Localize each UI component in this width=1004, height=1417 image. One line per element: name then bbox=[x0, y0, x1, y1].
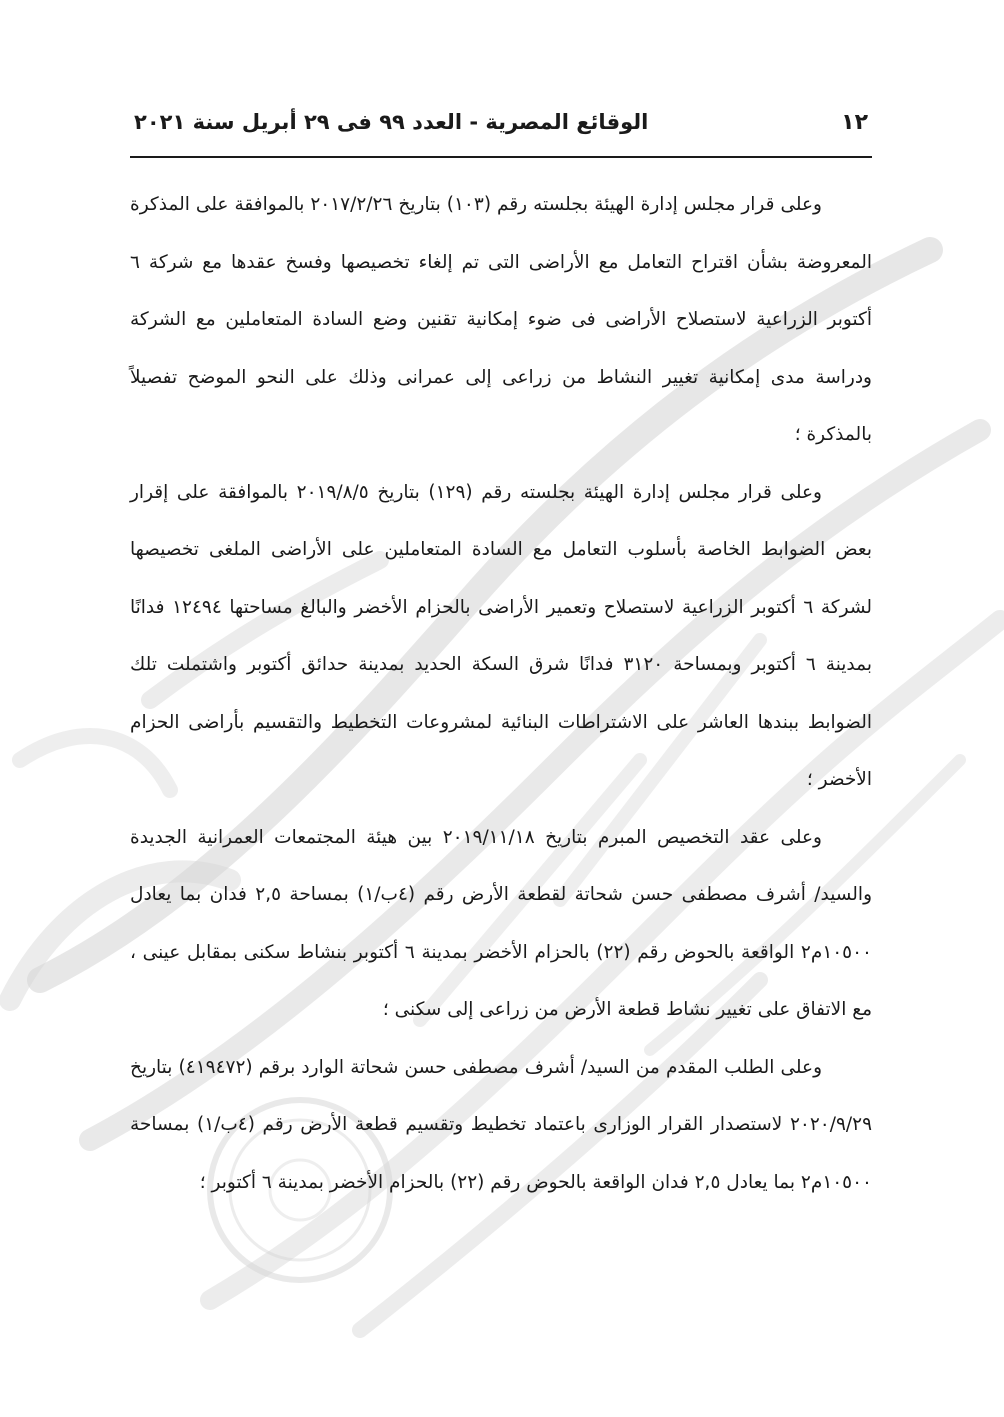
document-page bbox=[130, 110, 872, 1211]
header-title: الوقائع المصرية - العدد ٩٩ فى ٢٩ أبريل سنة ٢٠٢١ bbox=[134, 110, 649, 134]
paragraph-board-decision-129: وعلى قرار مجلس إدارة الهيئة بجلسته رقم (١٢٩) بتاريخ ٢٠١٩/٨/٥ بالموافقة على إقرار بعض الضوابط الخاصة بأسلوب التعامل مع السادة المتعاملين على الأراضى الملغى تخصيصها لشركة ٦ أكتوبر الزراعية لاستصلاح وتعمير الأراضى بالحزام الأخضر والبالغ مساحتها ١٢٤٩٤ فدانًا بمدينة ٦ أكتوبر وبمساحة ٣١٢٠ فدانًا شرق السكة الحديد بمدينة حدائق أكتوبر واشتملت تلك الضوابط ببندها العاشر على الاشتراطات البنائية لمشروعات التخطيط والتقسيم بأراضى الحزام الأخضر ؛ bbox=[130, 481, 872, 790]
paragraph-request: وعلى الطلب المقدم من السيد/ أشرف مصطفى حسن شحاتة الوارد برقم (٤١٩٤٧٢) بتاريخ ٢٠٢٠/٩/٢٩ لاستصدار القرار الوزارى باعتماد تخطيط وتقسيم قطعة الأرض رقم (٤ب/١) بمساحة ١٠٥٠٠م٢ بما يعادل ٢,٥ فدان الواقعة بالحوض رقم (٢٢) بالحزام الأخضر بمدينة ٦ أكتوبر ؛ bbox=[130, 1056, 873, 1193]
page-header bbox=[130, 110, 872, 158]
document-body bbox=[130, 176, 872, 1211]
paragraph-allocation-contract: وعلى عقد التخصيص المبرم بتاريخ ٢٠١٩/١١/١٨ بين هيئة المجتمعات العمرانية الجديدة والسيد/ أشرف مصطفى حسن شحاتة لقطعة الأرض رقم (٤ب/١) بمساحة ٢,٥ فدان بما يعادل ١٠٥٠٠م٢ الواقعة بالحوض رقم (٢٢) بالحزام الأخضر بمدينة ٦ أكتوبر بنشاط سكنى بمقابل عينى ، مع الاتفاق على تغيير نشاط قطعة الأرض من زراعى إلى سكنى ؛ bbox=[130, 826, 872, 1020]
paragraph-board-decision-103: وعلى قرار مجلس إدارة الهيئة بجلسته رقم (١٠٣) بتاريخ ٢٠١٧/٢/٢٦ بالموافقة على المذكرة المعروضة بشأن اقتراح التعامل مع الأراضى التى تم إلغاء تخصيصها وفسخ عقدها مع شركة ٦ أكتوبر الزراعية لاستصلاح الأراضى فى ضوء إمكانية تقنين وضع السادة المتعاملين مع الشركة ودراسة مدى إمكانية تغيير النشاط من زراعى إلى عمرانى وذلك على النحو الموضح تفصيلاً بالمذكرة ؛ bbox=[130, 194, 872, 445]
page-number: ١٢ bbox=[841, 110, 868, 135]
